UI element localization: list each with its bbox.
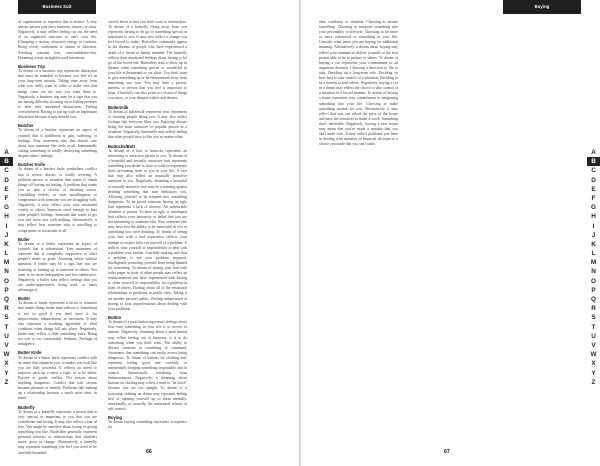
- page-number: 67: [444, 449, 450, 455]
- alphabet-letter-r: R: [591, 305, 596, 313]
- alphabet-letter-w: W: [590, 351, 597, 359]
- alphabet-letter-c: C: [591, 167, 596, 175]
- definition-text: idea, condition, or situation. Choosing to initiate something. Choosing to integrate something into your personality or lifestyle. Choosing to be more or more committed to something in your life. Consider what items you are buying for additional meaning. Alternatively, a dream about buying may reflect your attempts to deliver yourself or the first person able to be to portray to others. To dream of buying a car represents your commitment to an important decision. Choosing a direction in life to take. Deciding on a long-term role. Deciding on how best to take control of a situation. Deciding to be a benefit to lead others. Negatively, buying a car in a dream may reflect the choice to take control of a situation in a forced manner. To dream of buying a house represents your commitment to integrating something into your life. Choosing to make something normal for you. Alternatively, it may reflect that you can afford the price of the house and have the resources to make it work. Something that's inevitable. Negatively, buying a new house may mean that you've made a mistake that you can't undo with. It may reflect problems you have in dealing with mistakes of financial decision or a choice you made that you can't undo.: [319, 20, 398, 147]
- alphabet-letter-y: Y: [4, 369, 9, 377]
- alphabet-letter-k: K: [591, 240, 596, 248]
- alphabet-letter-j: J: [591, 231, 596, 239]
- alphabet-letter-y: Y: [591, 369, 596, 377]
- alphabet-letter-s: S: [591, 314, 596, 322]
- text-column-1: [18, 20, 97, 456]
- page-number: 66: [146, 449, 152, 455]
- alphabet-letter-v: V: [4, 341, 9, 349]
- definition-text: To dream of a butterfly represents a person that is very special or important to you that you are considerate and loving. It may also reflect a fear of loss. You might be sensitive about losing or giving something you like. Butterflies generally represent personal interests or relationships that shouldn't move, grow or change. Alternatively, a butterfly may represent something you feel you need to be carefully beautiful.: [18, 409, 97, 455]
- dictionary-term: Business Trip: [18, 63, 45, 69]
- alphabet-thumb-index: [0, 148, 13, 387]
- alphabet-letter-k: K: [4, 240, 9, 248]
- alphabet-letter-f: F: [4, 194, 9, 202]
- text-column-1: [319, 20, 398, 147]
- alphabet-letter-d: D: [4, 176, 9, 184]
- alphabet-thumb-index: [587, 148, 600, 387]
- alphabet-letter-c: C: [4, 167, 9, 175]
- alphabet-letter-z: Z: [4, 378, 9, 386]
- alphabet-letter-e: E: [4, 185, 9, 193]
- dictionary-term: Butterfly: [18, 404, 35, 410]
- alphabet-letter-z: Z: [591, 378, 596, 386]
- alphabet-letter-u: U: [591, 332, 596, 340]
- alphabet-letter-o: O: [591, 277, 596, 285]
- definition-text: To dream buying something represents acceptance for: [108, 420, 187, 430]
- dictionary-term: Butter: [18, 296, 31, 302]
- alphabet-letter-g: G: [591, 204, 596, 212]
- alphabet-letter-l: L: [4, 250, 9, 258]
- dictionary-term: Buttocks/Butt: [108, 143, 135, 149]
- alphabet-letter-o: O: [4, 277, 9, 285]
- book-gutter: [299, 0, 301, 466]
- alphabet-letter-t: T: [4, 323, 9, 331]
- alphabet-letter-f: F: [591, 194, 596, 202]
- alphabet-letter-j: J: [4, 231, 9, 239]
- alphabet-letter-l: L: [591, 250, 596, 258]
- dictionary-term: Butler: [18, 236, 30, 242]
- alphabet-letter-a: A: [4, 149, 9, 156]
- alphabet-letter-i: I: [592, 222, 595, 230]
- definition-text: To dream of buttermilk represents your enjoyment of noticing people liking you. It may also reflect feelings that everyone likes you. Enjoying always being the most attractive or popular person in a situation. Negatively, buttermilk may reflect feeling that other people have to like you no matter what.: [108, 109, 187, 140]
- alphabet-letter-s: S: [4, 314, 9, 322]
- definition-text: To dream of a butt or buttocks represents an interesting or attractive person to you. To dream of a beautiful and sexually attractive butt represents something you desire to have or wish to experience that's presenting itself to you in your life. A nice butt may also reflect an unusually attractive someone to you. Negatively, dreaming a beautiful or sexually attractive butt may be a warning against desiring something that may embarrass you. Allowing yourself to be tempted into something dangerous. To be proud someone having an ugly butt represents a lack of interest. An undesirable situation or person. To have an ugly or misshapen butt reflects your insecurity or belief that you are not interesting to someone else. Your someone else may have lost the ability to be interested in you or something you were thinking. To dream of seeing your butt with a bad experience reflects your attempt to respect fully rid yourself of a problem. A milk to clear yourself of responsibility to deal with a problem your further. Carefully making sure that a problem is not your problem anymore. Intelligently protecting yourself from being blamed for something. To dream of wiping your butt with toilet paper in front of other people may reflect an embarrassment you have experienced with having to clean yourself of responsibility for a problem in front of others. Finding about all of the emotional relationships or problems in public view. Taking it on another person's public. Feeling embarrassed at having to look unprofessional about dealing with your problems.: [108, 148, 187, 311]
- running-header: Buying: [503, 0, 581, 14]
- alphabet-letter-b: B: [0, 157, 13, 166]
- alphabet-letter-n: N: [591, 268, 596, 276]
- alphabet-letter-b: B: [587, 157, 600, 166]
- alphabet-letter-d: D: [591, 176, 596, 184]
- definition-text: To dream of a butcher knife symbolizes conflict that is severe, drastic, or totally severing. A problem person or situation that wants to finish things off having no feeling. A problem that wants you to take a vicious or shocking action. Unyielding beliefs, or total unwillingness to compromise with someone you are struggling with. Negatively, it may reflect your own emotional cruelty to others. Someone cruel enough to hurt other people's feelings. Someone that wants to get you and leave you with nothing. Alternatively, it may reflect how someone who is unwilling to compromise or reconsider at all.: [18, 167, 97, 233]
- definition-text: To dream of a business trip represents distraction that must be attended to because you feel it's in your long-term interest. Taking time away from what you really want in order to make sure that things come out the way you want them to. Negatively, a business trip may be a sign that you are having difficulty focusing on or feeling pressure to deal with unwanted distractions. Feeling overwhelmed. Having to put up with an unpleasant distraction because it may benefit you.: [18, 69, 97, 119]
- running-header: Business Suit: [18, 0, 96, 14]
- definition-text: To dream of a push button represents feelings about how easy something in your life is to access or initiate. Negatively, dreaming about a push button may reflect feeling out of harmony: it is to do something when you don't want. The ability to discuss someone to something or command. Awareness that something can easily access being dangerous. To dream of buttons for clothing may represent feeling good and carefully or intentionally keeping something responsibly and in control. Intentionally refraining from embarrassment. Negatively, a dreaming about buttons on clothing may reflect a need to "let loose" because you are too uptight. To dream of a buttoning clothing on dream may represent feeling tied of opening yourself up to them mentally, emotionally, or sexually. An intentional release of self-control.: [108, 320, 187, 411]
- alphabet-letter-n: N: [4, 268, 9, 276]
- dictionary-term: Butter Knife: [18, 350, 42, 356]
- definition-text: To dream of a butter knife represents conflict with an intent that enhances you, or makes you look like you are fully powerful. It reflects an intent to improve, pick up a sense a fight, or to be better. Passive or gentle conflict. Not serious about anything dangerous. Conflict that isn't serious because pleasure or benefit. Problems like making up a relationship because a much nicer time, in mind.: [18, 355, 97, 401]
- definition-text: To dream of a butler represents an aspect of yourself that is subservient. Your awareness of someone that is completely supportive of other people's needs or goals. Assisting others without question. A butler may be a sign that you are honoring or looking up to someone or others. You want to be more independent and less submissive. Negatively, a butler may reflect feelings that you are under-appreciated, being used, or taken advantage of.: [18, 242, 97, 292]
- dictionary-term: Buying: [108, 415, 122, 421]
- alphabet-letter-h: H: [591, 213, 596, 221]
- alphabet-letter-w: W: [3, 351, 10, 359]
- definition-text: of organization or expertise that is honest. A very serious person puts one's business, masses, or class. Negatively, it may reflect feeling cut out the need of an organized structure in one's own life. Glimpsing a serious, obsessive energy to conform. Being overly conformist or unsure of direction. Avoiding constant fear, overconfidence-fear. Dreaming overly straightforward intentions.: [18, 20, 97, 60]
- right-page: [300, 0, 600, 466]
- alphabet-letter-x: X: [4, 360, 9, 368]
- alphabet-letter-p: P: [591, 286, 596, 294]
- dictionary-term: Buttermilk: [108, 104, 129, 110]
- alphabet-letter-x: X: [591, 360, 596, 368]
- alphabet-letter-i: I: [5, 222, 8, 230]
- alphabet-letter-q: Q: [4, 296, 9, 303]
- alphabet-letter-v: V: [591, 341, 596, 349]
- text-column-2: [108, 20, 187, 431]
- alphabet-letter-m: M: [590, 259, 597, 267]
- dictionary-term: Button: [108, 315, 122, 321]
- alphabet-letter-r: R: [4, 305, 9, 313]
- definition-text: To dream of butter represents a factor or situation that makes things better than without it. Something is not so good if you don't have it. An improvement, enhancement, or increment. It may also represent a soothing, agreeable or ideal condition when things fall into place. Negatively, butter may reflect a little something extra. Being too soft or too comfortable. Softness. Feelings of indulgence.: [18, 301, 97, 347]
- alphabet-letter-t: T: [591, 323, 596, 331]
- definition-text: To dream of a butcher represents an aspect of yourself that is indifferent to pain, suffering, or feelings. Your awareness also that doesn't care about how someone else feels at all. Intentionally cutting something or totally destroying something despite others' feelings.: [18, 128, 97, 158]
- alphabet-letter-g: G: [4, 204, 9, 212]
- dictionary-term: Butcher Knife: [18, 162, 45, 168]
- alphabet-letter-a: A: [591, 149, 596, 156]
- alphabet-letter-h: H: [4, 213, 9, 221]
- alphabet-letter-u: U: [4, 332, 9, 340]
- alphabet-letter-p: P: [4, 286, 9, 294]
- alphabet-letter-e: E: [591, 185, 596, 193]
- alphabet-letter-m: M: [3, 259, 10, 267]
- dictionary-term: Butcher: [18, 123, 34, 129]
- alphabet-letter-q: Q: [591, 296, 596, 303]
- definition-text: careful about or that you don't want to overanalyze. To dream of a butterfly flying away from you represents having to let go of something special or important to you. It may also reflect a change you feel forced to make. Butterflies commonly appear in the dreams of people who have experienced a death of a friend or family member. The butterfly reflects their emotional feelings about having to let go of the loved one. Butterflies tend to show up in dreams when something special or wonderful in your life is threatened or cut short. You don't want to give something up or be embarrassed away from something you love. You may have a person, interest, or person that you feel is important to keep. A butterfly can also point to a vision of things you enjoy, or your deepest wishes and desires.: [108, 20, 187, 101]
